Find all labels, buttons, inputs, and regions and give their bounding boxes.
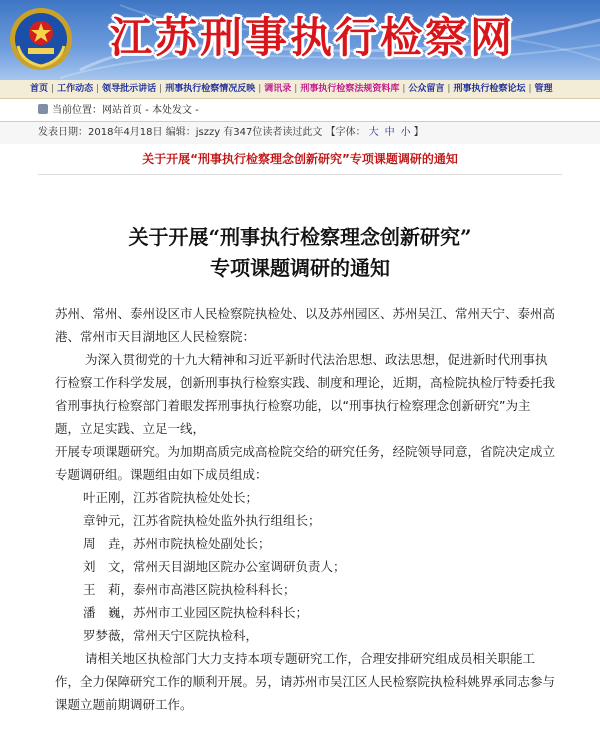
member-list-item: 章钟元，江苏省院执检处监外执行组组长；: [83, 513, 321, 528]
member-list-item: 王 莉，泰州市高港区院执检科科长；: [83, 582, 296, 597]
body-paragraph-1: 为深入贯彻党的十九大精神和习近平新时代法治思想、政法思想，促进新时代刑事执行检察工作科学发展，创新刑事执行检察实践、制度和理论，近期，高检院执检厅特委托我省刑事执行检察部门着眼发挥刑事执行检察功能，以“刑事执行检察理念创新研究”为主题，立足实践、立足一线，: [55, 352, 556, 436]
breadcrumb-home-link[interactable]: 网站首页: [102, 105, 142, 116]
location-icon: [38, 104, 48, 114]
member-list-item: 潘 巍，苏州市工业园区院执检科科长；: [83, 605, 309, 620]
member-list-item: 刘 文，常州天目湖地区院办公室调研负责人；: [83, 559, 346, 574]
member-list-item: 周 垚，苏州市院执检处副处长；: [83, 536, 271, 551]
article-subhead: 关于开展“刑事执行检察理念创新研究”专项课题调研的通知: [142, 152, 458, 166]
body-paragraph-2: 开展专项课题研究。为加期高质完成高检院交给的研究任务，经院领导同意，省院决定成立专题调研组。课题组由如下成员组成：: [55, 444, 556, 482]
document-title-line2: 专项课题调研的通知: [210, 256, 390, 280]
main-nav: [0, 80, 600, 99]
breadcrumb-current: 本处发文 -: [151, 105, 199, 116]
article-meta: [0, 122, 600, 144]
nav-separator: |: [294, 84, 298, 94]
font-size-small-link[interactable]: 小: [400, 127, 411, 138]
nav-item[interactable]: 刑事执行检察论坛: [453, 84, 526, 94]
nav-item[interactable]: 工作动态: [57, 84, 94, 94]
breadcrumb-prefix: 当前位置：: [52, 105, 102, 116]
nav-separator: |: [258, 84, 262, 94]
nav-item[interactable]: 管理: [534, 84, 553, 94]
procuratorate-emblem-icon: [8, 6, 74, 72]
member-list-item: 罗梦薇，常州天宁区院执检科，: [83, 628, 259, 643]
nav-item[interactable]: 刑事执行检察情况反映: [165, 84, 256, 94]
body-paragraph-3: 请相关地区执检部门大力支持本项专题研究工作，合理安排研究组成员相关职能工作，全力保障研究工作的顺利开展。另，请苏州市吴江区人民检察院执检科姚界承同志参与课题立题前期调研工作。: [55, 651, 556, 712]
nav-item[interactable]: 领导批示讲话: [102, 84, 157, 94]
article-body: [55, 302, 555, 716]
nav-separator: |: [51, 84, 55, 94]
site-title: 江苏刑事执行检察网: [110, 13, 516, 62]
document-title: [0, 222, 600, 284]
nav-item[interactable]: 刑事执行检察法规资料库: [300, 84, 400, 94]
nav-separator: |: [96, 84, 100, 94]
site-banner: [0, 0, 600, 80]
article-meta-text: 发表日期：2018年4月18日 编辑：jszzy 有347位读者读过此文 【字体：: [38, 127, 366, 138]
nav-separator: |: [159, 84, 163, 94]
font-size-medium-link[interactable]: 中: [384, 127, 395, 138]
article-meta-suffix: 】: [413, 127, 424, 138]
member-list: [55, 486, 555, 647]
recipients-paragraph: 苏州、常州、泰州设区市人民检察院执检处、以及苏州园区、苏州吴江、常州天宁、泰州高港、常州市天目湖地区人民检察院：: [55, 306, 556, 344]
nav-separator: |: [528, 84, 532, 94]
nav-item[interactable]: 首页: [30, 84, 49, 94]
breadcrumb-separator: -: [142, 105, 152, 116]
member-list-item: 叶正刚，江苏省院执检处处长；: [83, 490, 259, 505]
nav-separator: |: [402, 84, 406, 94]
nav-item[interactable]: 公众留言: [408, 84, 445, 94]
breadcrumb: [0, 101, 600, 122]
divider: [38, 174, 562, 175]
document-title-line1: 关于开展“刑事执行检察理念创新研究”: [128, 225, 472, 249]
font-size-large-link[interactable]: 大: [368, 127, 379, 138]
nav-item[interactable]: 调讯录: [264, 84, 292, 94]
nav-separator: |: [447, 84, 451, 94]
